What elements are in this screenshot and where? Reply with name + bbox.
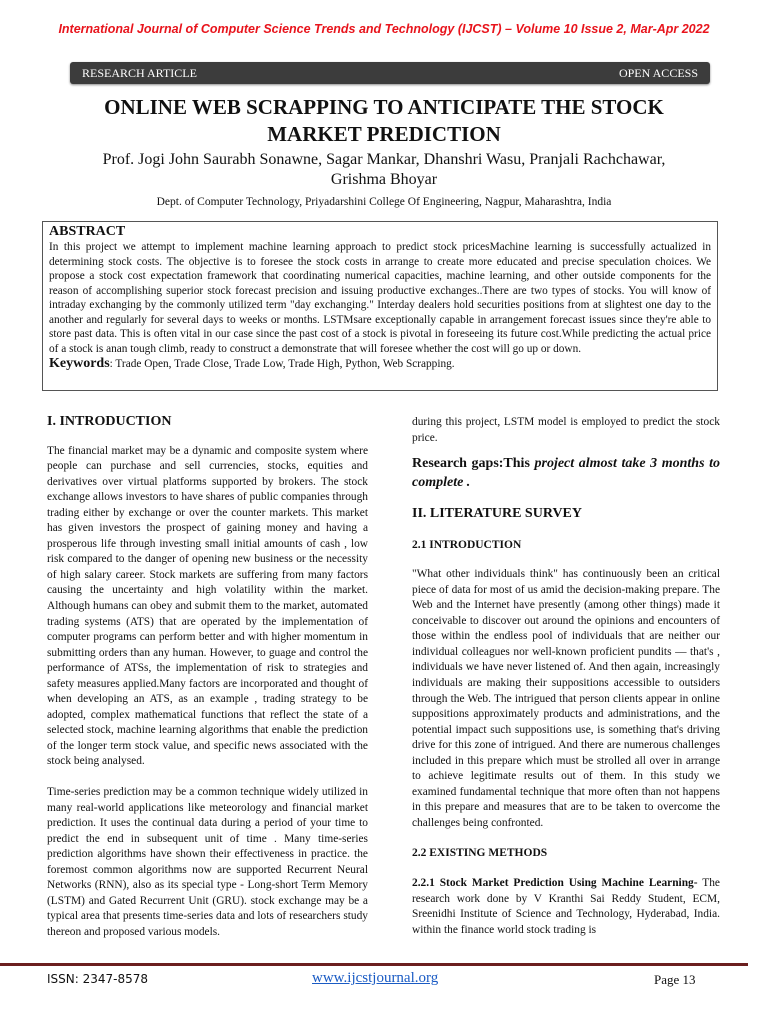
research-gaps (412, 454, 720, 492)
affiliation: Dept. of Computer Technology, Priyadarshini College Of Engineering, Nagpur, Maharashtra, India (156, 196, 612, 208)
paragraph: The financial market may be a dynamic and composite system where people can purchase and sell currencies, stocks, equities and derivatives over virtual platforms supported by brokers. The stock exchange allows investors to have shares of public companies through trading either by exchange or over the counter markets. This market has given investors the prospect of gaining money and having a prosperous life through investing small initial amounts of cash , low risk compared to the danger of opening new business or the necessity of high salary career. Stock markets are suffering from many factors causing the uncertainty and high volatility within the market. Although humans can obey and submit them to the market, automated trading systems (ATS) that are operated by the implementation of computer programs can perform better and with higher momentum in submitting orders than any human. However, to guage and control the performance of ATSs, the implementation of risk to strategies and safety measures applied.Many factors are incorporated and thought of when developing an ATS, as an example , trading strategy to be adopted, complex mathematical functions that reflect the state of a selected stock, machine learning algorithms that enable the prediction of the longer term stock value, and specific news associated with the stock being analysed. (47, 444, 368, 768)
issn: ISSN: 2347-8578 (47, 972, 149, 986)
paragraph: The research work done by V Kranthi Sai Reddy Student, ECM, Sreenidhi Institute of Science and Technology, Hyderabad, India. within the finance world stock trading is (412, 877, 720, 936)
footer-divider (0, 963, 748, 966)
left-column (47, 414, 368, 956)
subsection-heading: 2.1 INTRODUCTION (412, 538, 522, 551)
abstract-box (42, 221, 718, 391)
subsubsection-heading: 2.2.1 Stock Market Prediction Using Machine Learning- (412, 877, 698, 890)
article-banner (70, 62, 710, 84)
paper-title-text: ONLINE WEB SCRAPPING TO ANTICIPATE THE STOCK MARKET PREDICTION (104, 95, 664, 146)
subsection-heading: 2.2 EXISTING METHODS (412, 847, 548, 860)
research-gaps-text: project almost take 3 months to complete . (412, 456, 721, 491)
page-number: Page 13 (654, 972, 696, 987)
article-type: RESEARCH ARTICLE (82, 66, 197, 80)
paragraph: "What other individuals think" has continuously been an critical piece of data for most of us amid the decision-making prepare. The Web and the Internet have presently (among other things) made it conceivable to discover out around the opinions and encounters of those within the endless pool of individuals that are neither our individual colleagues nor well-known proficient pundits — that's , individuals we have never listened of. And then again, increasingly individuals are making their suppositions accessible to outsiders through the Web. The intrigued that person clients appear in online suppositions approximately products and administrations, and the potential impact such suppositions use, is something that's driving drive for this zone of intrigued. And there are numerous challenges included in this prepare which must be strolled all over in arrange to achieve legitimate results out of them. In this study we examined fundamental technique that more often than not happens in this prepare and measures that are to be taken to overcome the challenges being confronted. (412, 568, 720, 829)
authors: Prof. Jogi John Saurabh Sonawne, Sagar Mankar, Dhanshri Wasu, Pranjali Rachchawar, Grishma Bhoyar (102, 151, 666, 188)
journal-link[interactable]: www.ijcstjournal.org (312, 970, 439, 986)
abstract-text: In this project we attempt to implement machine learning approach to predict stock pricesMachine learning is successfully actualized in determining stock costs. The objective is to foresee the stock costs in arrange to create more educated and precise speculation choices. We propose a stock cost expectation framework that coordinating numerical capacities, machine learning, and other outside components for the reason of accomplishing superior stock forecast precision and issuing productive exchanges..There are two types of stocks. You will know of intraday exchanging by the commonly utilized term "day exchanging." Interday dealers hold securities positions from at slightest one day to the another and regularly for several days to weeks or months. LSTMsare exceptionally capable in arrangement forecast issues since they're able to store past data. This is often vital in our case since the past cost of a stock is pivotal in foreseeing its future cost.While predicting the actual price of a stock is anan tough climb, ready to construct a demonstrate that will foresee whether the cost will go up or down. (49, 241, 711, 355)
keywords-text: : Trade Open, Trade Close, Trade Low, Trade High, Python, Web Scrapping. (109, 358, 455, 370)
paragraph: during this project, LSTM model is employed to predict the stock price. (412, 416, 720, 444)
right-column (412, 415, 720, 938)
keywords-label: Keywords (49, 356, 110, 371)
paragraph: Time-series prediction may be a common technique widely utilized in many real-world applications like meteorology and financial market prediction. It uses the continual data during a period of your time to predict the end in subsequent unit of time . Many time-series prediction algorithms have shown their effectiveness in practice. the foremost common algorithms now are supported Recurrent Neural Networks (RNN), also as its special type - Long-short Term Memory (LSTM) and Gated Recurrent Unit (GRU). stock exchange may be a typical area that presents time-series data and lots of researchers study thereon and proposed various models. (47, 786, 368, 938)
keywords (49, 356, 711, 372)
journal-header: International Journal of Computer Science Trends and Technology (IJCST) – Volume 10 Issue 2, Mar-Apr 2022 (58, 22, 710, 36)
access-label: OPEN ACCESS (618, 66, 698, 80)
paper-title (0, 94, 768, 148)
research-gaps-label: Research gaps:This (412, 456, 530, 472)
section-heading: II. LITERATURE SURVEY (412, 506, 583, 522)
abstract-heading: ABSTRACT (49, 224, 126, 239)
section-heading: I. INTRODUCTION (47, 414, 172, 429)
